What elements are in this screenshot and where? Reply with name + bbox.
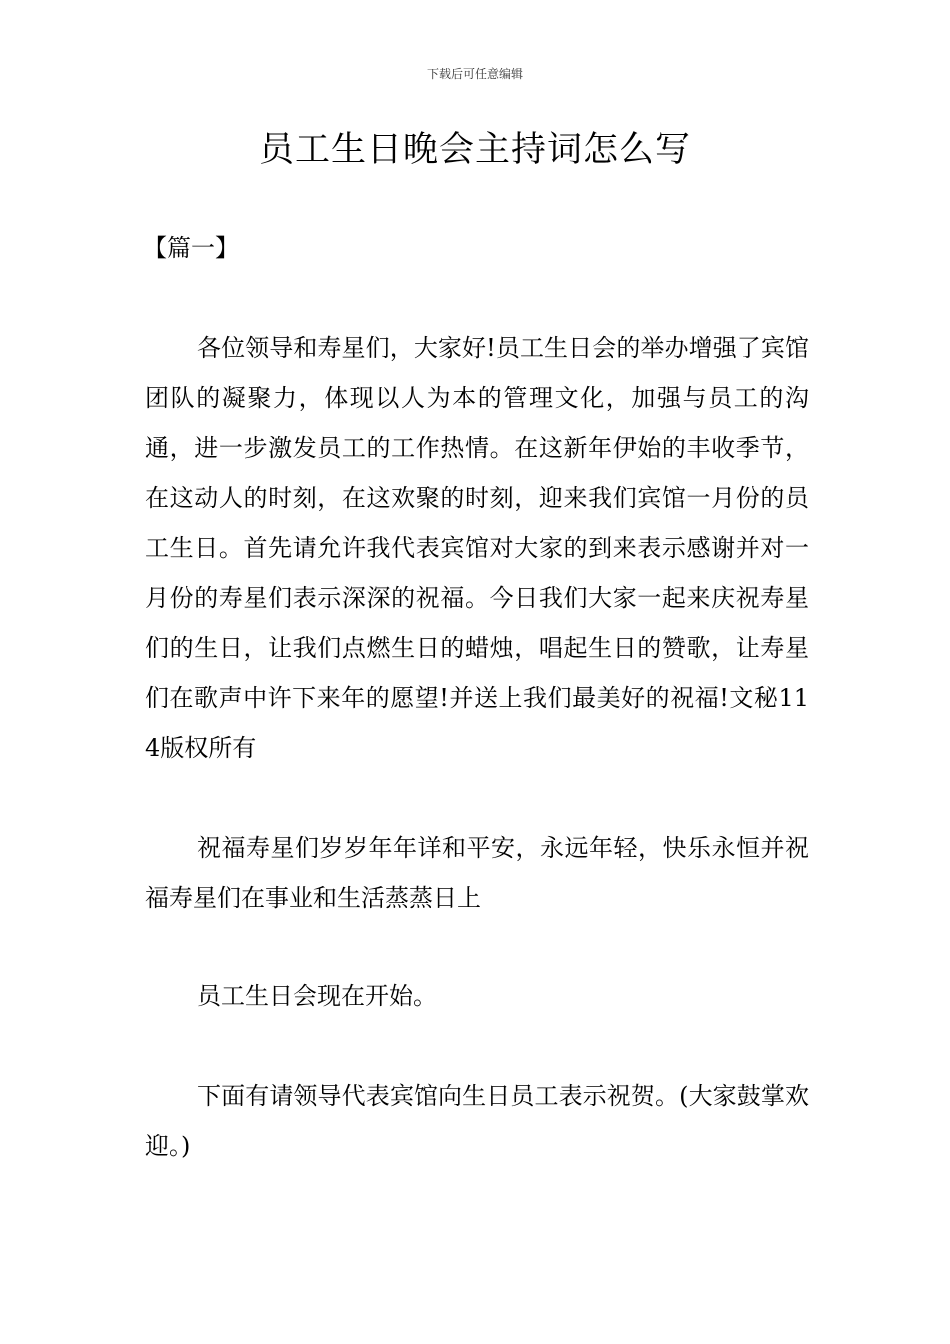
paragraph-opening: 各位领导和寿星们，大家好!员工生日会的举办增强了宾馆团队的凝聚力，体现以人为本的管理文化，加强与员工的沟通，进一步激发员工的工作热情。在这新年伊始的丰收季节，在这动人的时刻，在这欢聚的时刻，迎来我们宾馆一月份的员工生日。首先请允许我代表宾馆对大家的到来表示感谢并对一月份的寿星们表示深深的祝福。今日我们大家一起来庆祝寿星们的生日，让我们点燃生日的蜡烛，唱起生日的赞歌，让寿星们在歌声中许下来年的愿望!并送上我们最美好的祝福!文秘114版权所有 [145,334,809,762]
header-note: 下载后可任意编辑 [426,67,523,81]
paragraph-blessing: 祝福寿星们岁岁年年详和平安，永远年轻，快乐永恒并祝福寿星们在事业和生活蒸蒸日上 [145,834,809,912]
section-label: 【篇一】 [143,234,239,262]
document-title: 员工生日晚会主持词怎么写 [258,130,691,170]
paragraph-start: 员工生日会现在开始。 [197,982,437,1010]
paragraph-leader-speech: 下面有请领导代表宾馆向生日员工表示祝贺。(大家鼓掌欢迎。) [145,1082,809,1160]
